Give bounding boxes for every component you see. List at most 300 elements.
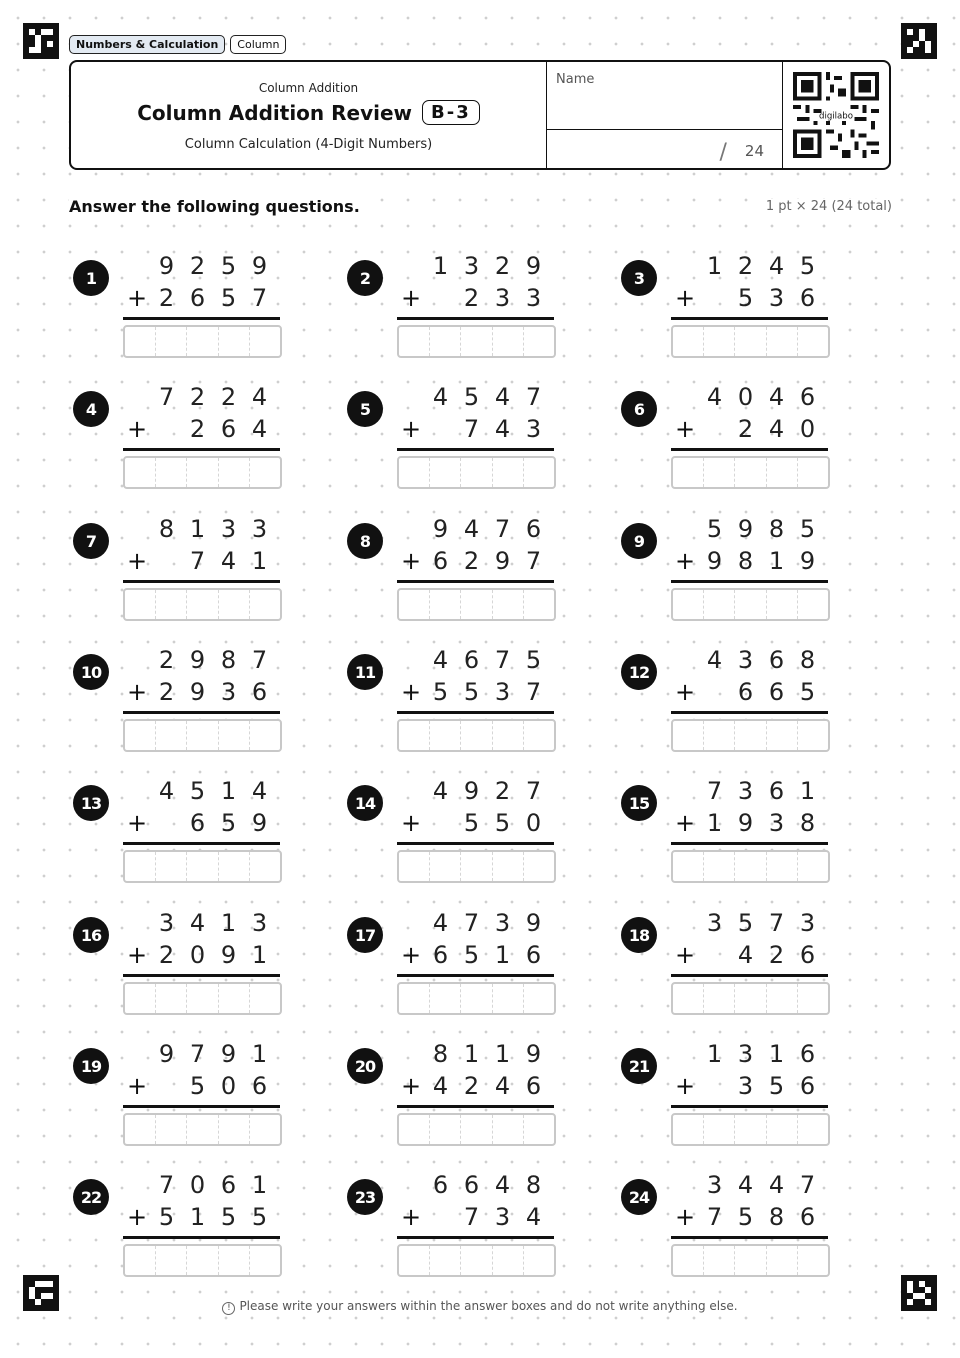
problem-item	[347, 909, 587, 1021]
answer-cell[interactable]	[492, 590, 523, 619]
answer-cell[interactable]	[125, 1246, 155, 1275]
sum-line	[123, 974, 280, 977]
answer-box[interactable]	[123, 325, 282, 358]
digit: 1	[706, 252, 723, 280]
answer-cell[interactable]	[429, 590, 460, 619]
plus-operator: +	[126, 941, 148, 969]
addend-bottom	[151, 547, 275, 575]
answer-cell[interactable]	[460, 852, 491, 881]
answer-cell[interactable]	[125, 590, 155, 619]
problem-item	[73, 383, 313, 495]
addend-top	[425, 383, 549, 411]
answer-cell[interactable]	[186, 721, 217, 750]
sum-line	[671, 1236, 828, 1239]
answer-cell[interactable]	[673, 590, 703, 619]
worksheet-header	[69, 60, 891, 170]
answer-cell[interactable]	[249, 852, 280, 881]
answer-cell[interactable]	[766, 721, 797, 750]
answer-cell[interactable]	[492, 852, 523, 881]
digit: 1	[251, 1171, 268, 1199]
answer-cell[interactable]	[734, 590, 765, 619]
plus-operator: +	[674, 809, 696, 837]
answer-box[interactable]	[123, 1113, 282, 1146]
problem-number: 4	[73, 391, 109, 427]
addend-bottom	[699, 809, 823, 837]
answer-cell[interactable]	[218, 327, 249, 356]
problem-item	[73, 515, 313, 627]
digit: 5	[737, 909, 754, 937]
answer-cell[interactable]	[673, 984, 703, 1013]
problem-number: 3	[621, 260, 657, 296]
answer-box[interactable]	[397, 1244, 556, 1277]
answer-cell[interactable]	[249, 458, 280, 487]
digit: 4	[768, 415, 785, 443]
problem-number: 7	[73, 523, 109, 559]
addend-top	[151, 1040, 275, 1068]
answer-box[interactable]	[397, 719, 556, 752]
answer-cell[interactable]	[249, 590, 280, 619]
addend-bottom	[425, 941, 549, 969]
problem-number: 16	[73, 917, 109, 953]
sum-line	[397, 842, 554, 845]
answer-cell[interactable]	[186, 984, 217, 1013]
category-tags	[69, 35, 286, 54]
addend-bottom	[151, 1203, 275, 1231]
answer-cell[interactable]	[766, 852, 797, 881]
score-total: 24	[744, 142, 764, 160]
answer-cell[interactable]	[399, 721, 429, 750]
answer-cell[interactable]	[766, 1115, 797, 1144]
answer-cell[interactable]	[218, 1115, 249, 1144]
answer-cell[interactable]	[429, 1246, 460, 1275]
digit: 5	[737, 1203, 754, 1231]
answer-box[interactable]	[397, 588, 556, 621]
answer-cell[interactable]	[673, 458, 703, 487]
addend-top	[151, 515, 275, 543]
answer-cell[interactable]	[673, 327, 703, 356]
answer-cell[interactable]	[492, 984, 523, 1013]
digit: 1	[251, 1040, 268, 1068]
answer-cell[interactable]	[125, 1115, 155, 1144]
digit: 6	[463, 646, 480, 674]
answer-cell[interactable]	[125, 984, 155, 1013]
digit: 6	[768, 646, 785, 674]
answer-cell[interactable]	[218, 458, 249, 487]
digit: 7	[251, 284, 268, 312]
answer-cell[interactable]	[460, 1115, 491, 1144]
answer-cell[interactable]	[797, 1115, 828, 1144]
answer-cell[interactable]	[734, 327, 765, 356]
answer-cell[interactable]	[703, 458, 734, 487]
digit: 5	[220, 252, 237, 280]
sum-line	[397, 974, 554, 977]
digit: 9	[251, 252, 268, 280]
answer-cell[interactable]	[766, 1246, 797, 1275]
answer-cell[interactable]	[734, 721, 765, 750]
digit: 7	[463, 415, 480, 443]
sum-line	[671, 711, 828, 714]
addend-bottom	[699, 415, 823, 443]
answer-cell[interactable]	[460, 721, 491, 750]
digit: 6	[432, 1171, 449, 1199]
answer-cell[interactable]	[703, 984, 734, 1013]
plus-operator: +	[674, 678, 696, 706]
problem-number: 10	[73, 654, 109, 690]
answer-cell[interactable]	[523, 984, 554, 1013]
answer-box[interactable]	[123, 850, 282, 883]
answer-cell[interactable]	[155, 1115, 186, 1144]
answer-cell[interactable]	[460, 327, 491, 356]
answer-cell[interactable]	[155, 852, 186, 881]
digit: 8	[432, 1040, 449, 1068]
problem-item	[621, 1040, 861, 1152]
name-divider	[547, 129, 782, 130]
answer-cell[interactable]	[797, 721, 828, 750]
digit: 2	[158, 284, 175, 312]
digit: 0	[737, 383, 754, 411]
addend-top	[425, 646, 549, 674]
answer-cell[interactable]	[797, 458, 828, 487]
problem-item	[73, 1040, 313, 1152]
answer-cell[interactable]	[399, 984, 429, 1013]
digit: 1	[189, 1203, 206, 1231]
problem-item	[621, 252, 861, 364]
answer-box[interactable]	[671, 588, 830, 621]
digit: 9	[220, 1040, 237, 1068]
answer-cell[interactable]	[766, 984, 797, 1013]
qr-code-icon	[793, 72, 879, 158]
problem-number: 5	[347, 391, 383, 427]
answer-cell[interactable]	[429, 1115, 460, 1144]
digit: 4	[706, 383, 723, 411]
answer-cell[interactable]	[703, 852, 734, 881]
digit: 1	[494, 941, 511, 969]
answer-cell[interactable]	[155, 984, 186, 1013]
addend-top	[151, 646, 275, 674]
plus-operator: +	[126, 284, 148, 312]
problem-item	[621, 777, 861, 889]
digit: 4	[158, 777, 175, 805]
answer-cell[interactable]	[673, 1115, 703, 1144]
answer-cell[interactable]	[186, 458, 217, 487]
answer-cell[interactable]	[429, 327, 460, 356]
answer-cell[interactable]	[523, 458, 554, 487]
digit: 5	[737, 284, 754, 312]
digit	[425, 284, 456, 312]
addend-bottom	[699, 941, 823, 969]
points-note: 1 pt × 24 (24 total)	[765, 199, 892, 214]
addend-top	[699, 777, 823, 805]
answer-cell[interactable]	[703, 1246, 734, 1275]
answer-cell[interactable]	[155, 327, 186, 356]
digit: 2	[494, 252, 511, 280]
answer-cell[interactable]	[155, 458, 186, 487]
digit: 5	[251, 1203, 268, 1231]
digit: 7	[189, 547, 206, 575]
digit: 6	[768, 777, 785, 805]
answer-cell[interactable]	[249, 1246, 280, 1275]
problem-number: 20	[347, 1048, 383, 1084]
answer-cell[interactable]	[492, 458, 523, 487]
instruction-text: Answer the following questions.	[69, 197, 364, 216]
plus-operator: +	[400, 678, 422, 706]
answer-cell[interactable]	[399, 458, 429, 487]
sum-line	[123, 1105, 280, 1108]
answer-cell[interactable]	[523, 327, 554, 356]
digit: 2	[189, 383, 206, 411]
answer-cell[interactable]	[399, 1246, 429, 1275]
answer-cell[interactable]	[249, 984, 280, 1013]
digit: 5	[768, 1072, 785, 1100]
digit: 5	[799, 515, 816, 543]
digit: 9	[463, 777, 480, 805]
answer-box[interactable]	[671, 325, 830, 358]
answer-cell[interactable]	[155, 721, 186, 750]
digit: 9	[189, 646, 206, 674]
digit: 1	[220, 909, 237, 937]
digit: 1	[706, 1040, 723, 1068]
answer-box[interactable]	[123, 1244, 282, 1277]
digit: 6	[799, 383, 816, 411]
answer-cell[interactable]	[249, 1115, 280, 1144]
digit: 4	[737, 941, 754, 969]
digit: 1	[494, 1040, 511, 1068]
answer-box[interactable]	[123, 588, 282, 621]
digit: 6	[737, 678, 754, 706]
answer-cell[interactable]	[125, 852, 155, 881]
answer-cell[interactable]	[429, 458, 460, 487]
digit: 8	[220, 646, 237, 674]
digit: 1	[251, 547, 268, 575]
digit: 9	[251, 809, 268, 837]
sum-line	[397, 1105, 554, 1108]
answer-cell[interactable]	[523, 721, 554, 750]
answer-cell[interactable]	[186, 1246, 217, 1275]
problem-number: 15	[621, 785, 657, 821]
plus-operator: +	[400, 1072, 422, 1100]
answer-cell[interactable]	[186, 590, 217, 619]
answer-cell[interactable]	[399, 327, 429, 356]
problem-item	[621, 646, 861, 758]
answer-cell[interactable]	[429, 984, 460, 1013]
digit: 5	[463, 809, 480, 837]
problem-number: 14	[347, 785, 383, 821]
digit: 4	[251, 415, 268, 443]
answer-cell[interactable]	[249, 327, 280, 356]
answer-cell[interactable]	[673, 852, 703, 881]
digit: 3	[737, 777, 754, 805]
answer-box[interactable]	[671, 719, 830, 752]
digit: 3	[494, 284, 511, 312]
digit: 3	[251, 515, 268, 543]
answer-cell[interactable]	[734, 852, 765, 881]
answer-cell[interactable]	[766, 327, 797, 356]
answer-cell[interactable]	[429, 721, 460, 750]
answer-cell[interactable]	[155, 590, 186, 619]
digit: 5	[463, 678, 480, 706]
answer-cell[interactable]	[734, 458, 765, 487]
digit: 4	[220, 547, 237, 575]
answer-cell[interactable]	[218, 590, 249, 619]
answer-box[interactable]	[671, 1244, 830, 1277]
answer-box[interactable]	[671, 982, 830, 1015]
digit: 4	[432, 383, 449, 411]
plus-operator: +	[126, 547, 148, 575]
digit: 5	[220, 1203, 237, 1231]
answer-cell[interactable]	[703, 590, 734, 619]
digit: 5	[463, 941, 480, 969]
name-score-box	[546, 62, 783, 168]
answer-box[interactable]	[671, 456, 830, 489]
answer-cell[interactable]	[249, 721, 280, 750]
answer-box[interactable]	[123, 456, 282, 489]
digit: 6	[799, 1040, 816, 1068]
answer-cell[interactable]	[460, 984, 491, 1013]
answer-cell[interactable]	[703, 327, 734, 356]
digit: 9	[189, 678, 206, 706]
name-label: Name	[556, 72, 595, 87]
answer-cell[interactable]	[399, 852, 429, 881]
addend-top	[425, 909, 549, 937]
addend-bottom	[151, 678, 275, 706]
answer-cell[interactable]	[766, 590, 797, 619]
problem-number: 17	[347, 917, 383, 953]
digit: 7	[158, 383, 175, 411]
problem-number: 9	[621, 523, 657, 559]
answer-cell[interactable]	[125, 327, 155, 356]
answer-cell[interactable]	[125, 721, 155, 750]
answer-cell[interactable]	[460, 458, 491, 487]
answer-cell[interactable]	[797, 327, 828, 356]
digit: 6	[799, 284, 816, 312]
answer-box[interactable]	[397, 850, 556, 883]
problem-item	[347, 383, 587, 495]
plus-operator: +	[126, 1203, 148, 1231]
answer-cell[interactable]	[703, 721, 734, 750]
problem-number: 24	[621, 1179, 657, 1215]
answer-cell[interactable]	[218, 721, 249, 750]
digit: 2	[463, 1072, 480, 1100]
digit: 7	[494, 515, 511, 543]
answer-cell[interactable]	[492, 327, 523, 356]
answer-cell[interactable]	[766, 458, 797, 487]
answer-cell[interactable]	[797, 984, 828, 1013]
digit: 3	[525, 284, 542, 312]
answer-cell[interactable]	[734, 1246, 765, 1275]
plus-operator: +	[126, 1072, 148, 1100]
addend-bottom	[151, 284, 275, 312]
corner-marker-top-left	[23, 23, 59, 59]
answer-cell[interactable]	[218, 984, 249, 1013]
answer-cell[interactable]	[797, 852, 828, 881]
answer-cell[interactable]	[523, 1115, 554, 1144]
digit: 0	[220, 1072, 237, 1100]
digit: 9	[737, 515, 754, 543]
answer-cell[interactable]	[155, 1246, 186, 1275]
digit	[151, 415, 182, 443]
corner-marker-top-right	[901, 23, 937, 59]
answer-cell[interactable]	[492, 1115, 523, 1144]
answer-cell[interactable]	[673, 1246, 703, 1275]
answer-box[interactable]	[397, 456, 556, 489]
answer-cell[interactable]	[186, 852, 217, 881]
answer-cell[interactable]	[186, 1115, 217, 1144]
digit: 9	[158, 252, 175, 280]
answer-cell[interactable]	[797, 1246, 828, 1275]
digit: 8	[768, 515, 785, 543]
digit: 8	[737, 547, 754, 575]
answer-cell[interactable]	[734, 1115, 765, 1144]
answer-cell[interactable]	[218, 1246, 249, 1275]
answer-cell[interactable]	[399, 1115, 429, 1144]
answer-box[interactable]	[123, 719, 282, 752]
answer-box[interactable]	[397, 1113, 556, 1146]
sum-line	[123, 580, 280, 583]
digit: 5	[189, 1072, 206, 1100]
answer-cell[interactable]	[429, 852, 460, 881]
digit: 9	[220, 941, 237, 969]
answer-box[interactable]	[671, 850, 830, 883]
digit: 0	[189, 1171, 206, 1199]
digit: 8	[158, 515, 175, 543]
answer-cell[interactable]	[492, 721, 523, 750]
answer-cell[interactable]	[673, 721, 703, 750]
answer-cell[interactable]	[703, 1115, 734, 1144]
worksheet-code: B-3	[422, 100, 480, 125]
footer-note	[0, 1299, 960, 1315]
addend-top	[425, 252, 549, 280]
answer-cell[interactable]	[125, 458, 155, 487]
digit: 5	[189, 777, 206, 805]
addend-top	[425, 515, 549, 543]
answer-cell[interactable]	[460, 590, 491, 619]
answer-cell[interactable]	[734, 984, 765, 1013]
plus-operator: +	[126, 415, 148, 443]
answer-cell[interactable]	[218, 852, 249, 881]
answer-box[interactable]	[397, 982, 556, 1015]
problem-item	[73, 909, 313, 1021]
digit: 4	[768, 383, 785, 411]
digit: 7	[706, 1203, 723, 1231]
digit: 3	[737, 1040, 754, 1068]
answer-cell[interactable]	[523, 1246, 554, 1275]
answer-cell[interactable]	[460, 1246, 491, 1275]
answer-cell[interactable]	[797, 590, 828, 619]
digit: 6	[220, 1171, 237, 1199]
addend-bottom	[151, 941, 275, 969]
problem-item	[347, 646, 587, 758]
answer-cell[interactable]	[492, 1246, 523, 1275]
answer-cell[interactable]	[523, 590, 554, 619]
sum-line	[123, 1236, 280, 1239]
digit: 4	[494, 415, 511, 443]
plus-operator: +	[400, 547, 422, 575]
answer-cell[interactable]	[399, 590, 429, 619]
digit: 4	[737, 1171, 754, 1199]
addend-bottom	[699, 1203, 823, 1231]
digit: 3	[768, 809, 785, 837]
answer-box[interactable]	[397, 325, 556, 358]
digit: 6	[189, 809, 206, 837]
problem-item	[347, 515, 587, 627]
answer-box[interactable]	[123, 982, 282, 1015]
digit: 2	[189, 415, 206, 443]
digit: 6	[432, 941, 449, 969]
sum-line	[397, 1236, 554, 1239]
answer-cell[interactable]	[523, 852, 554, 881]
answer-box[interactable]	[671, 1113, 830, 1146]
answer-cell[interactable]	[186, 327, 217, 356]
